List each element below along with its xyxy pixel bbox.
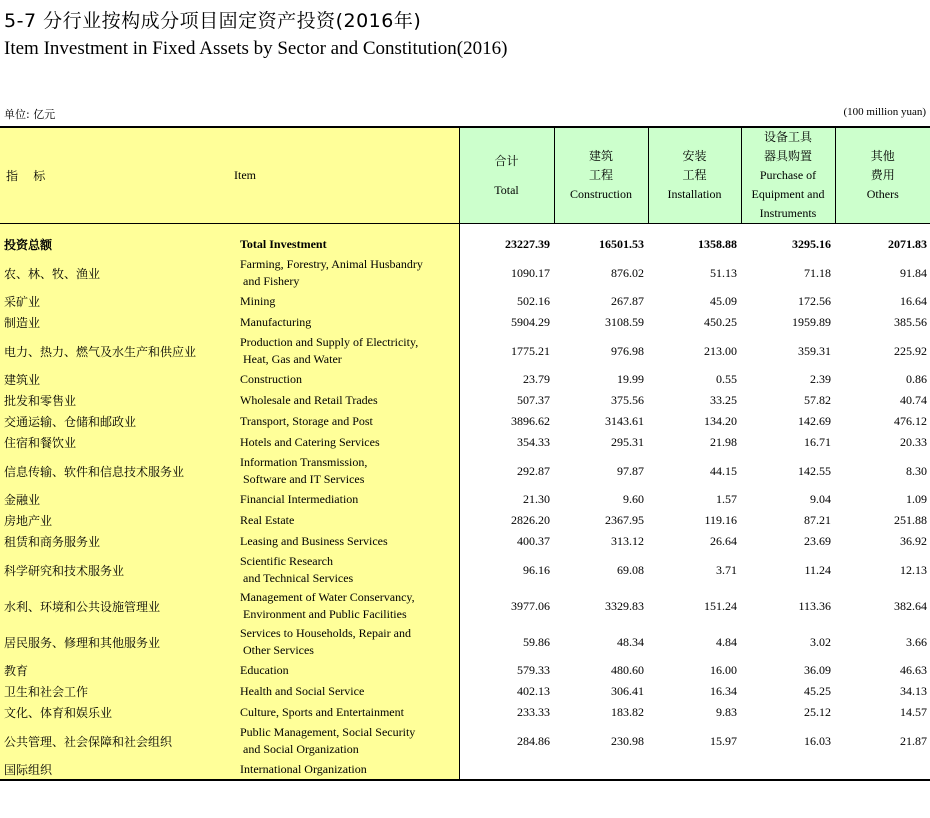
cell-total: 233.33 — [517, 705, 550, 719]
cell-installation: 3.71 — [716, 562, 737, 577]
cell-others: 36.92 — [900, 534, 927, 548]
row-indicator-cn: 教育 — [0, 660, 234, 681]
header-item — [234, 127, 459, 224]
cell-construction: 230.98 — [611, 733, 644, 748]
cell-installation: 1358.88 — [698, 237, 737, 251]
row-item-en — [234, 588, 459, 624]
row-indicator-cn: 信息传输、软件和信息技术服务业 — [0, 453, 234, 489]
cell-purchase: 87.21 — [804, 513, 831, 527]
table-row — [0, 759, 930, 780]
cell-total: 400.37 — [517, 534, 550, 548]
cell-total: 354.33 — [517, 435, 550, 449]
cell-construction — [554, 759, 648, 780]
cell-total: 579.33 — [517, 663, 550, 677]
unit-label-en: (100 million yuan) — [843, 106, 926, 118]
header-installation-en: Installation — [667, 187, 722, 201]
cell-construction: 480.60 — [611, 663, 644, 677]
row-item-en-line: Management of Water Conservancy, — [240, 590, 415, 604]
header-others-en: Others — [866, 187, 899, 201]
table-row — [0, 390, 930, 411]
cell-total: 2826.20 — [511, 513, 550, 527]
cell-purchase: 359.31 — [798, 343, 831, 358]
row-item-en-line: Hotels and Catering Services — [240, 435, 380, 449]
cell-others: 12.13 — [900, 562, 927, 577]
row-indicator-cn: 房地产业 — [0, 510, 234, 531]
row-indicator-cn: 居民服务、修理和其他服务业 — [0, 624, 234, 660]
header-construction-cn1: 建筑 — [588, 149, 613, 163]
header-construction — [554, 127, 648, 224]
table-row — [0, 552, 930, 588]
row-item-en — [234, 660, 459, 681]
table-row — [0, 255, 930, 291]
cell-purchase — [741, 759, 835, 780]
cell-construction: 69.08 — [617, 562, 644, 577]
header-purchase-cn2: 器具购置 — [763, 149, 812, 163]
row-item-en — [234, 432, 459, 453]
row-item-en — [234, 333, 459, 369]
table-row — [0, 432, 930, 453]
cell-total: 284.86 — [517, 733, 550, 748]
cell-construction: 976.98 — [611, 343, 644, 358]
cell-purchase: 16.71 — [804, 435, 831, 449]
table-row — [0, 369, 930, 390]
header-purchase — [741, 127, 835, 224]
table-row — [0, 531, 930, 552]
cell-others: 1.09 — [906, 492, 927, 506]
table-row — [0, 453, 930, 489]
row-item-en — [234, 759, 459, 780]
table-row — [0, 291, 930, 312]
table-row — [0, 411, 930, 432]
header-others-cn2: 费用 — [870, 168, 895, 182]
cell-total: 292.87 — [517, 463, 550, 478]
cell-total: 3896.62 — [511, 414, 550, 428]
row-item-en-line: Construction — [240, 372, 302, 386]
cell-purchase: 3295.16 — [792, 237, 831, 251]
row-item-en-line: Transport, Storage and Post — [240, 414, 373, 428]
cell-purchase: 45.25 — [804, 684, 831, 698]
row-item-en — [234, 489, 459, 510]
cell-purchase: 142.55 — [798, 463, 831, 478]
table-row — [0, 723, 930, 759]
cell-total: 1775.21 — [511, 343, 550, 358]
investment-table — [0, 126, 930, 781]
cell-construction: 3143.61 — [605, 414, 644, 428]
table-row-total — [0, 234, 930, 255]
cell-purchase: 172.56 — [798, 294, 831, 308]
cell-purchase: 113.36 — [798, 598, 831, 613]
cell-total: 502.16 — [517, 294, 550, 308]
header-total-cn: 合计 — [494, 153, 519, 168]
cell-total: 23.79 — [523, 372, 550, 386]
cell-total: 1090.17 — [511, 265, 550, 280]
table-row — [0, 312, 930, 333]
row-indicator-cn: 国际组织 — [0, 759, 234, 780]
row-indicator-cn: 建筑业 — [0, 369, 234, 390]
cell-total: 96.16 — [523, 562, 550, 577]
cell-total: 3977.06 — [511, 598, 550, 613]
row-item-en — [234, 624, 459, 660]
row-indicator-cn: 科学研究和技术服务业 — [0, 552, 234, 588]
row-item-en-line: and Fishery — [240, 274, 300, 288]
row-indicator-cn: 租赁和商务服务业 — [0, 531, 234, 552]
row-item-en — [234, 531, 459, 552]
cell-installation: 44.15 — [710, 463, 737, 478]
cell-installation: 51.13 — [710, 265, 737, 280]
row-indicator-cn: 农、林、牧、渔业 — [0, 255, 234, 291]
cell-installation: 16.00 — [710, 663, 737, 677]
header-indicator — [0, 127, 234, 224]
header-others — [835, 127, 930, 224]
cell-purchase: 36.09 — [804, 663, 831, 677]
row-item-en-line: Leasing and Business Services — [240, 534, 388, 548]
cell-others: 382.64 — [894, 598, 927, 613]
cell-total: 402.13 — [517, 684, 550, 698]
row-item-en-line: Services to Households, Repair and — [240, 626, 411, 640]
header-installation — [648, 127, 741, 224]
header-purchase-en2: Equipment and — [751, 187, 825, 201]
table-header-row — [0, 127, 930, 224]
row-indicator-cn: 公共管理、社会保障和社会组织 — [0, 723, 234, 759]
cell-construction: 295.31 — [611, 435, 644, 449]
cell-purchase: 142.69 — [798, 414, 831, 428]
cell-construction: 2367.95 — [605, 513, 644, 527]
row-indicator-cn: 交通运输、仓储和邮政业 — [0, 411, 234, 432]
cell-installation: 21.98 — [710, 435, 737, 449]
cell-others: 14.57 — [900, 705, 927, 719]
cell-others: 385.56 — [894, 315, 927, 329]
cell-construction: 9.60 — [623, 492, 644, 506]
cell-installation: 26.64 — [710, 534, 737, 548]
row-indicator-cn: 水利、环境和公共设施管理业 — [0, 588, 234, 624]
cell-others: 16.64 — [900, 294, 927, 308]
cell-others: 3.66 — [906, 634, 927, 649]
cell-installation: 33.25 — [710, 393, 737, 407]
row-item-en-line: Real Estate — [240, 513, 295, 527]
row-item-en-line: Health and Social Service — [240, 684, 365, 698]
row-item-en — [234, 234, 459, 255]
row-item-en — [234, 681, 459, 702]
row-indicator-cn: 电力、热力、燃气及水生产和供应业 — [0, 333, 234, 369]
row-item-en-line: International Organization — [240, 761, 367, 776]
cell-installation: 45.09 — [710, 294, 737, 308]
header-total-en: Total — [494, 182, 519, 197]
table-row — [0, 681, 930, 702]
cell-others: 0.86 — [906, 372, 927, 386]
row-indicator-cn: 卫生和社会工作 — [0, 681, 234, 702]
cell-construction: 267.87 — [611, 294, 644, 308]
cell-others: 20.33 — [900, 435, 927, 449]
row-item-en — [234, 312, 459, 333]
page-title-en: Item Investment in Fixed Assets by Sector and Constitution(2016) — [4, 38, 508, 59]
cell-construction: 16501.53 — [599, 237, 644, 251]
row-item-en — [234, 291, 459, 312]
table-row — [0, 660, 930, 681]
header-construction-en: Construction — [570, 187, 632, 201]
cell-purchase: 9.04 — [810, 492, 831, 506]
cell-construction: 876.02 — [611, 265, 644, 280]
row-item-en-line: Scientific Research — [240, 554, 333, 568]
cell-purchase: 23.69 — [804, 534, 831, 548]
header-item-label: Item — [234, 168, 256, 182]
cell-installation: 450.25 — [704, 315, 737, 329]
header-purchase-en1: Purchase of — [759, 168, 817, 182]
cell-total: 59.86 — [523, 634, 550, 649]
cell-others: 40.74 — [900, 393, 927, 407]
row-item-en — [234, 723, 459, 759]
table-row — [0, 588, 930, 624]
cell-purchase: 57.82 — [804, 393, 831, 407]
row-item-en-line: Heat, Gas and Water — [240, 352, 342, 366]
unit-label-cn: 单位: 亿元 — [4, 108, 56, 121]
header-indicator-label: 指 标 — [6, 169, 46, 183]
row-indicator-cn: 采矿业 — [0, 291, 234, 312]
cell-others: 2071.83 — [888, 237, 927, 251]
row-item-en-line: Mining — [240, 294, 276, 308]
row-indicator-cn: 投资总额 — [0, 234, 234, 255]
cell-purchase: 25.12 — [804, 705, 831, 719]
cell-others: 21.87 — [900, 733, 927, 748]
table-row — [0, 489, 930, 510]
cell-total: 507.37 — [517, 393, 550, 407]
cell-construction: 183.82 — [611, 705, 644, 719]
table-body — [0, 224, 930, 781]
header-others-cn1: 其他 — [870, 149, 895, 163]
row-indicator-cn: 批发和零售业 — [0, 390, 234, 411]
cell-construction: 3108.59 — [605, 315, 644, 329]
row-indicator-cn: 住宿和餐饮业 — [0, 432, 234, 453]
row-item-en-line: Financial Intermediation — [240, 492, 359, 506]
spacer-row — [0, 224, 930, 235]
cell-installation: 134.20 — [704, 414, 737, 428]
row-indicator-cn: 制造业 — [0, 312, 234, 333]
row-item-en-line: Production and Supply of Electricity, — [240, 335, 419, 349]
row-item-en — [234, 369, 459, 390]
cell-installation: 16.34 — [710, 684, 737, 698]
cell-installation: 15.97 — [710, 733, 737, 748]
cell-total — [459, 759, 554, 780]
row-item-en — [234, 411, 459, 432]
cell-others: 8.30 — [906, 463, 927, 478]
cell-total: 5904.29 — [511, 315, 550, 329]
cell-installation: 119.16 — [704, 513, 737, 527]
row-item-en-line: Manufacturing — [240, 315, 312, 329]
cell-total: 21.30 — [523, 492, 550, 506]
cell-installation: 0.55 — [716, 372, 737, 386]
row-item-en-line: Public Management, Social Security — [240, 725, 416, 739]
row-item-en — [234, 255, 459, 291]
cell-construction: 19.99 — [617, 372, 644, 386]
cell-installation — [648, 759, 741, 780]
row-item-en — [234, 390, 459, 411]
cell-purchase: 71.18 — [804, 265, 831, 280]
cell-construction: 97.87 — [617, 463, 644, 478]
cell-construction: 375.56 — [611, 393, 644, 407]
cell-others: 46.63 — [900, 663, 927, 677]
cell-total: 23227.39 — [505, 237, 550, 251]
header-installation-cn2: 工程 — [682, 168, 707, 182]
row-item-en-line: Culture, Sports and Entertainment — [240, 705, 404, 719]
row-item-en-line: Software and IT Services — [240, 472, 365, 486]
row-item-en — [234, 453, 459, 489]
cell-others: 476.12 — [894, 414, 927, 428]
page-title-cn: 5-7 分行业按构成分项目固定资产投资(2016年) — [4, 10, 422, 32]
row-item-en-line: Wholesale and Retail Trades — [240, 393, 378, 407]
cell-purchase: 1959.89 — [792, 315, 831, 329]
cell-construction: 306.41 — [611, 684, 644, 698]
row-item-en-line: Farming, Forestry, Animal Husbandry — [240, 257, 423, 271]
cell-others: 34.13 — [900, 684, 927, 698]
cell-purchase: 11.24 — [804, 562, 831, 577]
table-row — [0, 702, 930, 723]
cell-construction: 313.12 — [611, 534, 644, 548]
table-row — [0, 624, 930, 660]
cell-installation: 9.83 — [716, 705, 737, 719]
table-row — [0, 333, 930, 369]
header-total — [459, 127, 554, 224]
row-item-en — [234, 510, 459, 531]
cell-others: 225.92 — [894, 343, 927, 358]
cell-purchase: 2.39 — [810, 372, 831, 386]
cell-installation: 4.84 — [716, 634, 737, 649]
cell-construction: 48.34 — [617, 634, 644, 649]
row-item-en — [234, 552, 459, 588]
cell-purchase: 3.02 — [810, 634, 831, 649]
row-item-en-line: and Technical Services — [240, 571, 354, 585]
header-purchase-en3: Instruments — [759, 206, 817, 220]
row-item-en-line: Information Transmission, — [240, 455, 368, 469]
row-item-en-line: Environment and Public Facilities — [240, 607, 407, 621]
row-item-en-line: and Social Organization — [240, 742, 359, 756]
header-purchase-cn1: 设备工具 — [763, 130, 812, 144]
cell-purchase: 16.03 — [804, 733, 831, 748]
cell-installation: 151.24 — [704, 598, 737, 613]
cell-construction: 3329.83 — [605, 598, 644, 613]
cell-installation: 1.57 — [716, 492, 737, 506]
row-item-en-line: Total Investment — [240, 237, 327, 251]
header-installation-cn1: 安装 — [682, 149, 707, 163]
row-item-en — [234, 702, 459, 723]
cell-others — [835, 759, 930, 780]
row-indicator-cn: 金融业 — [0, 489, 234, 510]
table-row — [0, 510, 930, 531]
row-item-en-line: Education — [240, 663, 289, 677]
header-construction-cn2: 工程 — [588, 168, 613, 182]
row-item-en-line: Other Services — [240, 643, 314, 657]
cell-others: 251.88 — [894, 513, 927, 527]
row-indicator-cn: 文化、体育和娱乐业 — [0, 702, 234, 723]
cell-others: 91.84 — [900, 265, 927, 280]
cell-installation: 213.00 — [704, 343, 737, 358]
